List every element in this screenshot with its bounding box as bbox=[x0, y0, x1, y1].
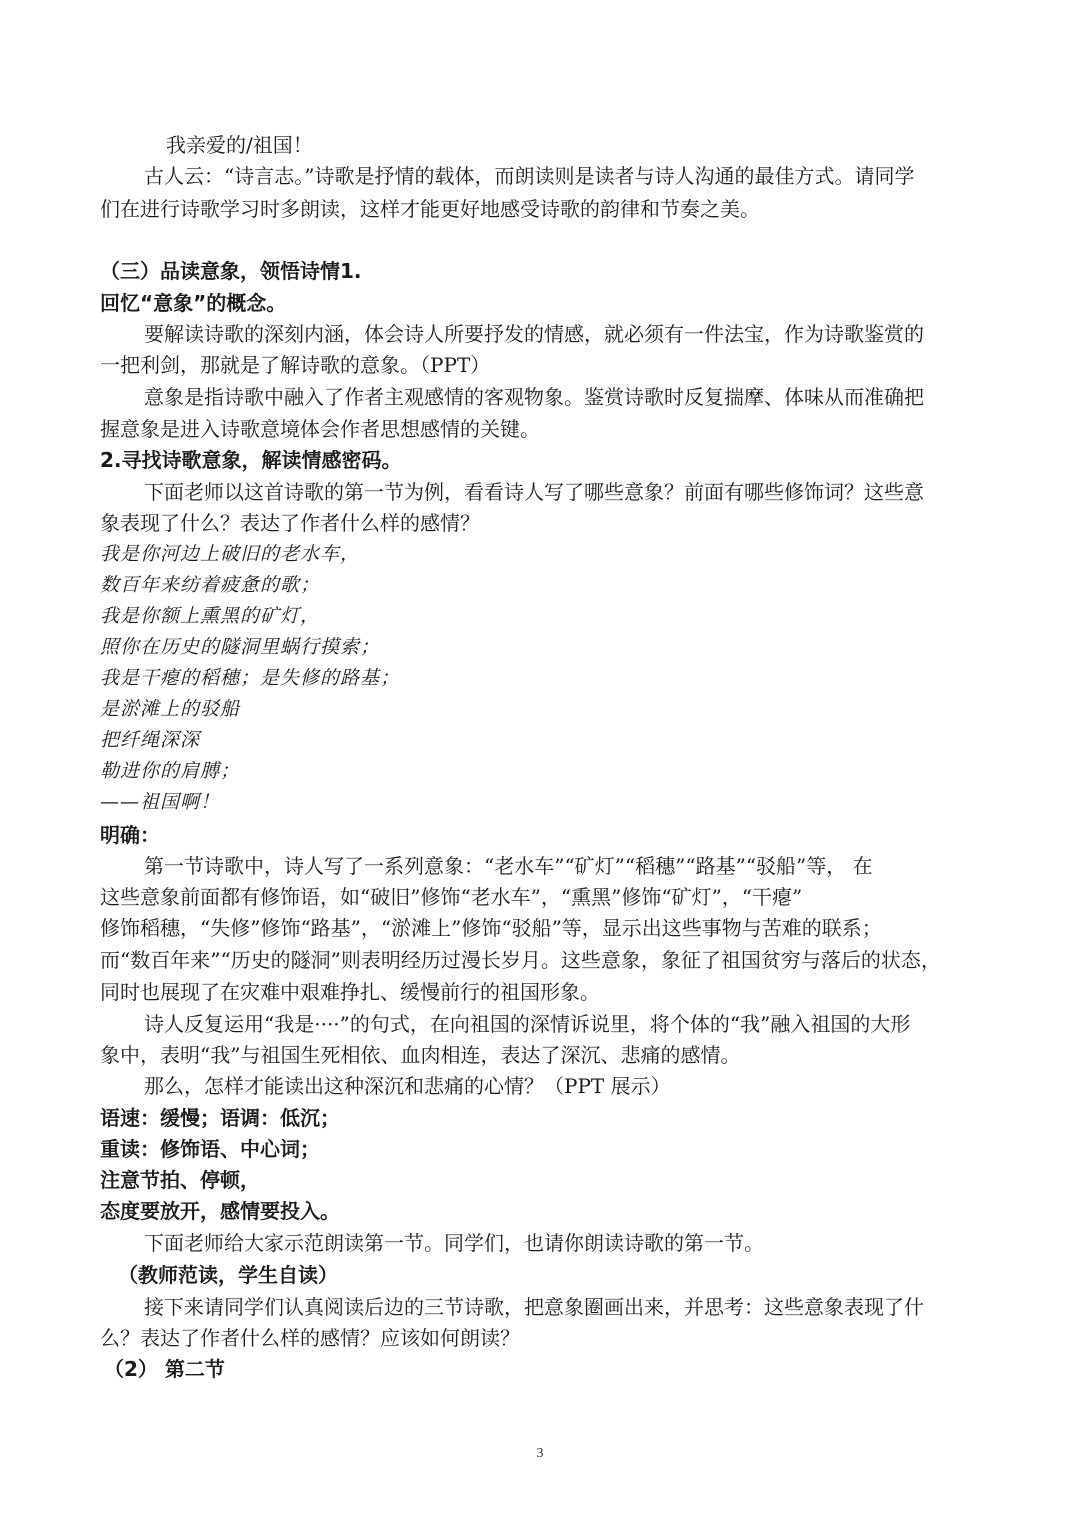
paragraph-line: 一把利剑，那就是了解诗歌的意象。（PPT） bbox=[100, 353, 491, 377]
reading-tip: 态度要放开，感情要投入。 bbox=[100, 1199, 340, 1223]
paragraph-line: 接下来请同学们认真阅读后边的三节诗歌，把意象圈画出来，并思考：这些意象表现了什 bbox=[144, 1295, 924, 1319]
poem-line: 我是你河边上破旧的老水车， bbox=[100, 543, 361, 565]
paragraph-line: 那么，怎样才能读出这种深沉和悲痛的心情？（PPT 展示） bbox=[144, 1074, 671, 1098]
poem-line: 勒进你的肩膊； bbox=[100, 760, 241, 782]
paragraph-line: 诗人反复运用“我是····”的句式，在向祖国的深情诉说里，将个体的“我”融入祖国的大形 bbox=[144, 1012, 911, 1036]
poem-line: 把纤绳深深 bbox=[100, 729, 201, 751]
reading-tip: 重读：修饰语、中心词； bbox=[100, 1137, 320, 1161]
paragraph-line: 下面老师给大家示范朗读第一节。同学们，也请你朗读诗歌的第一节。 bbox=[144, 1231, 764, 1255]
paragraph-line: 修饰稻穗，“失修”修饰“路基”，“淤滩上”修饰“驳船”等，显示出这些事物与苦难的联系； bbox=[100, 916, 882, 940]
paragraph-line: 象表现了什么？表达了作者什么样的感情？ bbox=[100, 511, 480, 535]
poem-line: ——祖国啊！ bbox=[100, 791, 221, 813]
poem-line: 是淤滩上的驳船 bbox=[100, 698, 241, 720]
poem-last-line: 我亲爱的/祖国！ bbox=[166, 133, 313, 157]
paragraph-line: 下面老师以这首诗歌的第一节为例，看看诗人写了哪些意象？前面有哪些修饰词？这些意 bbox=[144, 480, 924, 504]
poem-line: 数百年来纺着疲惫的歌； bbox=[100, 574, 321, 596]
paragraph-line: 这些意象前面都有修饰语，如“破旧”修饰“老水车”，“熏黑”修饰“矿灯”，“干瘪” bbox=[100, 885, 803, 909]
paragraph-line: 同时也展现了在灾难中艰难挣扎、缓慢前行的祖国形象。 bbox=[100, 980, 600, 1004]
subheading: （教师范读，学生自读） bbox=[118, 1263, 338, 1287]
paragraph-line: 象中，表明“我”与祖国生死相依、血肉相连，表达了深沉、悲痛的感情。 bbox=[100, 1043, 741, 1067]
poem-line: 我是干瘪的稻穗；是失修的路基； bbox=[100, 667, 401, 689]
subheading: 回忆“意象”的概念。 bbox=[100, 291, 287, 315]
poem-line: 我是你额上熏黑的矿灯， bbox=[100, 605, 321, 627]
section-heading: （三）品读意象，领悟诗情1. bbox=[100, 259, 362, 283]
paragraph-line: 第一节诗歌中，诗人写了一系列意象：“老水车”“矿灯”“稻穗”“路基”“驳船”等， 在 bbox=[144, 854, 873, 878]
reading-tip: 语速：缓慢；语调：低沉； bbox=[100, 1106, 340, 1130]
paragraph-line: 要解读诗歌的深刻内涵，体会诗人所要抒发的情感，就必须有一件法宝，作为诗歌鉴赏的 bbox=[144, 322, 924, 346]
subheading: （2） 第二节 bbox=[104, 1357, 225, 1381]
paragraph-line: 握意象是进入诗歌意境体会作者思想感情的关键。 bbox=[100, 417, 540, 441]
poem-line: 照你在历史的隧洞里蜗行摸索； bbox=[100, 636, 381, 658]
paragraph-line: 而“数百年来”“历史的隧洞”则表明经历过漫长岁月。这些意象，象征了祖国贫穷与落后的状态， bbox=[100, 948, 941, 972]
page-number: 3 bbox=[536, 1446, 544, 1461]
subheading: 2.寻找诗歌意象，解读情感密码。 bbox=[100, 448, 402, 472]
paragraph-line: 意象是指诗歌中融入了作者主观感情的客观物象。鉴赏诗歌时反复揣摩、体味从而准确把 bbox=[144, 385, 924, 409]
subheading: 明确： bbox=[100, 823, 160, 847]
reading-tip: 注意节拍、停顿， bbox=[100, 1168, 260, 1192]
paragraph-line: 们在进行诗歌学习时多朗读，这样才能更好地感受诗歌的韵律和节奏之美。 bbox=[100, 197, 760, 221]
paragraph-line: 古人云：“诗言志。”诗歌是抒情的载体，而朗读则是读者与诗人沟通的最佳方式。请同学 bbox=[144, 164, 915, 188]
paragraph-line: 么？表达了作者什么样的感情？应该如何朗读？ bbox=[100, 1326, 520, 1350]
